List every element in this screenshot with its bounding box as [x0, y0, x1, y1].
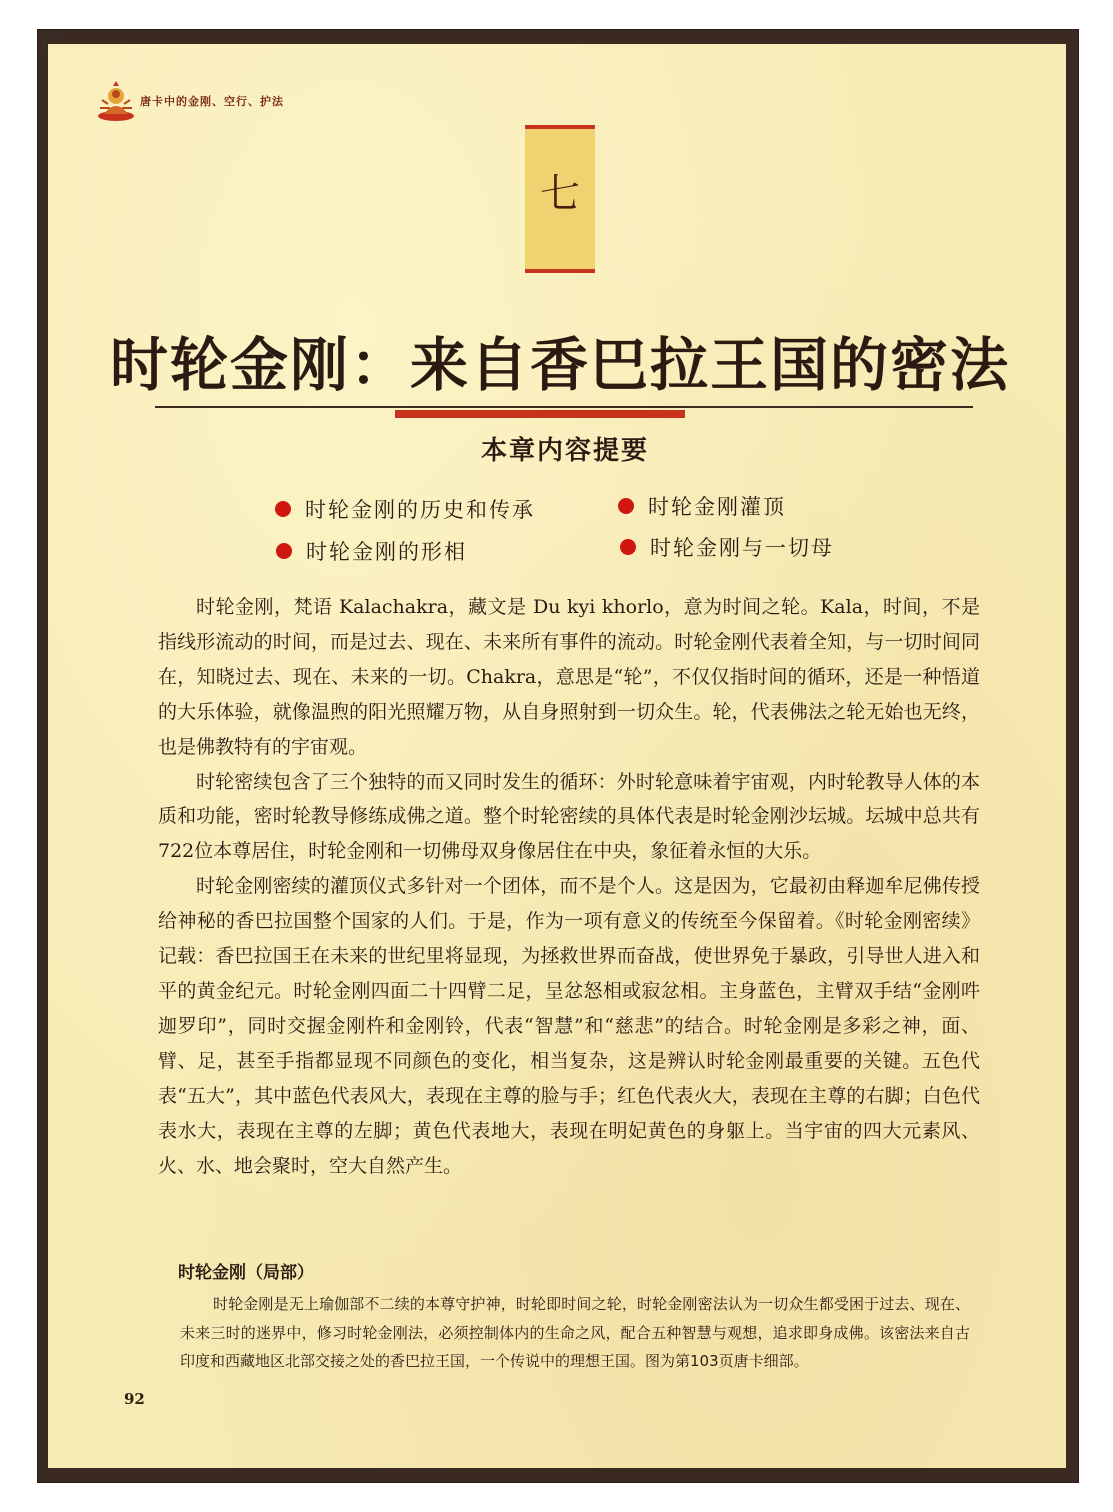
running-header — [96, 80, 284, 122]
body-paragraph: 时轮密续包含了三个独特的而又同时发生的循环：外时轮意味着宇宙观，内时轮教导人体的本质和功能，密时轮教导修练成佛之道。整个时轮密续的具体代表是时轮金刚沙坛城。坛城中总共有722位本尊居住，时轮金刚和一切佛母双身像居住在中央，象征着永恒的大乐。 — [158, 770, 980, 863]
summary-item — [620, 532, 834, 562]
summary-heading: 本章内容提要 — [480, 436, 649, 466]
bullet-dot-icon — [620, 539, 636, 555]
summary-item-label: 时轮金刚与一切母 — [650, 536, 834, 560]
summary-item — [276, 536, 467, 566]
caption-text: 时轮金刚是无上瑜伽部不二续的本尊守护神，时轮即时间之轮，时轮金刚密法认为一切众生都受困于过去、现在、未来三时的迷界中，修习时轮金刚法，必须控制体内的生命之风，配合五种智慧与观想，追求即身成佛。该密法来自古印度和西藏地区北部交接之处的香巴拉王国，一个传说中的理想王国。图为第103页唐卡细部。 — [180, 1295, 970, 1370]
title-divider-accent — [395, 410, 685, 418]
running-title: 唐卡中的金刚、空行、护法 — [140, 95, 284, 108]
bullet-dot-icon — [618, 498, 634, 514]
page-number: 92 — [124, 1390, 145, 1408]
body-paragraph: 时轮金刚，梵语 Kalachakra，藏文是 Du kyi khorlo，意为时间之轮。Kala，时间，不是指线形流动的时间，而是过去、现在、未来所有事件的流动。时轮金刚代表着全知，与一切时间同在，知晓过去、现在、未来的一切。Chakra，意思是“轮”，不仅仅指时间的循环，还是一种悟道的大乐体验，就像温煦的阳光照耀万物，从自身照射到一切众生。轮，代表佛法之轮无始也无终，也是佛教特有的宇宙观。 — [158, 596, 980, 758]
summary-item — [275, 494, 535, 524]
summary-item-label: 时轮金刚的形相 — [306, 540, 467, 564]
chapter-number: 七 — [540, 170, 580, 217]
bullet-dot-icon — [275, 501, 291, 517]
chapter-number-box — [525, 125, 595, 273]
summary-item-label: 时轮金刚灌顶 — [648, 495, 786, 519]
deity-figure-icon — [96, 80, 136, 122]
body-paragraph: 时轮金刚密续的灌顶仪式多针对一个团体，而不是个人。这是因为，它最初由释迦牟尼佛传授给神秘的香巴拉国整个国家的人们。于是，作为一项有意义的传统至今保留着。《时轮金刚密续》记载：香巴拉国王在未来的世纪里将显现，为拯救世界而奋战，使世界免于暴政，引导世人进入和平的黄金纪元。时轮金刚四面二十四臂二足，呈忿怒相或寂忿相。主身蓝色，主臂双手结“金刚吽迦罗印”，同时交握金刚杵和金刚铃，代表“智慧”和“慈悲”的结合。时轮金刚是多彩之神，面、臂、足，甚至手指都显现不同颜色的变化，相当复杂，这是辨认时轮金刚最重要的关键。五色代表“五大”，其中蓝色代表风大，表现在主尊的脸与手；红色代表火大，表现在主尊的右脚；白色代表水大，表现在主尊的左脚；黄色代表地大，表现在明妃黄色的身躯上。当宇宙的四大元素风、火、水、地会聚时，空大自然产生。 — [158, 875, 980, 1177]
summary-item-label: 时轮金刚的历史和传承 — [305, 498, 535, 522]
summary-item — [618, 491, 786, 521]
image-caption — [180, 1290, 970, 1376]
caption-title: 时轮金刚（局部） — [178, 1263, 314, 1283]
title-divider — [155, 406, 973, 408]
body-text — [158, 590, 980, 1183]
chapter-title: 时轮金刚：来自香巴拉王国的密法 — [109, 331, 1010, 399]
bullet-dot-icon — [276, 543, 292, 559]
